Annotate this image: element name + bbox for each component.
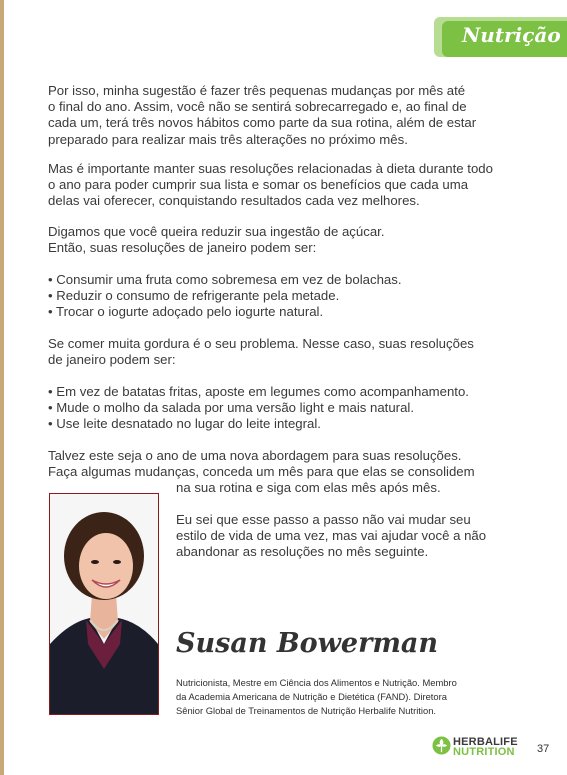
text-line: preparado para realizar mais três alterações no próximo mês. (48, 131, 408, 147)
text-line: de janeiro podem ser: (48, 352, 176, 368)
list-item: • Use leite desnatado no lugar do leite integral. (48, 416, 321, 432)
paragraph-fat (48, 336, 528, 368)
text-line: Então, suas resoluções de janeiro podem ser: (48, 240, 317, 256)
list-item: • Reduzir o consumo de refrigerante pela metade. (48, 288, 340, 304)
author-signature: Susan Bowerman (176, 628, 439, 659)
text-line: na sua rotina e siga com elas mês após mês. (176, 480, 441, 496)
brand-name: HERBALIFE (453, 736, 518, 748)
text-line: Eu sei que esse passo a passo não vai mudar seu (176, 512, 471, 527)
paragraph-sugar (48, 224, 528, 256)
sugar-resolutions-list (48, 272, 528, 321)
section-label: Nutrição (462, 23, 561, 47)
herbalife-leaf-icon (432, 736, 451, 755)
section-tab (434, 17, 567, 57)
list-item: • Trocar o iogurte adoçado pelo iogurte natural. (48, 304, 324, 320)
paragraph-new-approach (48, 448, 528, 497)
brand-subname: NUTRITION (453, 746, 515, 758)
bio-line: Nutricionista, Mestre em Ciência dos Alimentos e Nutrição. Membro (176, 677, 457, 688)
paragraph-diet (48, 161, 528, 210)
text-line: abandonar as resoluções no mês seguinte. (176, 544, 429, 560)
herbalife-logo (432, 736, 532, 758)
text-line: Faça algumas mudanças, conceda um mês para que elas se consolidem (48, 464, 475, 480)
bio-line: da Academia Americana de Nutrição e Dietética (FAND). Diretora (176, 691, 447, 702)
text-line: delas vai oferecer, conquistando resultados cada vez melhores. (48, 193, 420, 209)
text-line: o ano para poder cumprir sua lista e somar os benefícios que cada uma (48, 177, 469, 193)
text-line: Talvez este seja o ano de uma nova abordagem para suas resoluções. (48, 448, 462, 463)
paragraph-closing (176, 512, 526, 561)
text-line: o final do ano. Assim, você não se sentirá sobrecarregado e, ao final de (48, 99, 467, 115)
author-photo (49, 493, 159, 715)
text-line: Digamos que você queira reduzir sua ingestão de açúcar. (48, 224, 385, 239)
list-item: • Em vez de batatas fritas, aposte em legumes como acompanhamento. (48, 384, 469, 399)
bio-line: Sênior Global de Treinamentos de Nutrição Herbalife Nutrition. (176, 705, 437, 716)
fat-resolutions-list (48, 384, 528, 433)
text-line: estilo de vida de uma vez, mas vai ajudar você a não (176, 528, 487, 544)
author-bio (176, 676, 536, 718)
page-edge-stripe (0, 0, 4, 775)
list-item: • Consumir uma fruta como sobremesa em vez de bolachas. (48, 272, 402, 287)
text-line: Se comer muita gordura é o seu problema. Nesse caso, suas resoluções (48, 336, 474, 351)
text-line: Por isso, minha sugestão é fazer três pequenas mudanças por mês até (48, 83, 466, 98)
text-line: Mas é importante manter suas resoluções relacionadas à dieta durante todo (48, 161, 493, 176)
page-number: 37 (537, 743, 550, 755)
text-line: cada um, terá três novos hábitos como parte da sua rotina, além de estar (48, 115, 477, 131)
list-item: • Mude o molho da salada por uma versão light e mais natural. (48, 400, 415, 416)
paragraph-intro (48, 83, 528, 148)
